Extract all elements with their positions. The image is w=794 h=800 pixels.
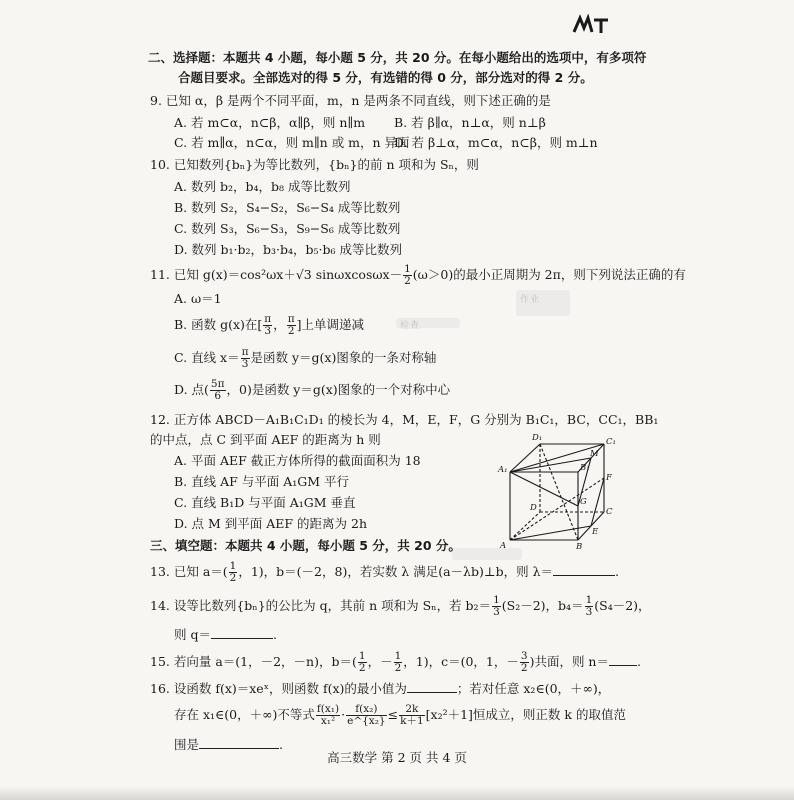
q11-b-frac1: [263, 314, 272, 337]
q11-frac-den: 2: [404, 275, 411, 287]
q12-option-a: A. 平面 AEF 截正方体所得的截面面积为 18: [174, 453, 421, 468]
q14-line2-text: 则 q＝: [174, 627, 211, 642]
q15-frac3-den: 2: [520, 662, 528, 674]
q11-b-frac2: [287, 314, 296, 337]
q15-frac3: [520, 651, 529, 674]
q16-frac3: [399, 704, 425, 727]
q16-l2-pre: 存在 x₁∈(0，＋∞)不等式: [174, 707, 315, 722]
q11-b-mid: ，: [273, 317, 286, 332]
q11-b-frac2-den: 2: [287, 325, 295, 337]
label-d1: D₁: [532, 433, 543, 443]
q9-option-d: D. 若 β⊥α，m⊂α，n⊂β，则 m⊥n: [394, 135, 598, 150]
q14-answer-blank[interactable]: [211, 626, 273, 639]
label-m: M: [590, 449, 599, 459]
q11-option-a: A. ω＝1: [174, 291, 222, 306]
q13-post: ，1)，b＝(－2，8)，若实数 λ 满足(a－λb)⊥b，则 λ＝: [238, 564, 553, 579]
label-b1: B₁: [580, 463, 590, 473]
q14-frac2-den: 3: [585, 606, 593, 618]
smudge: [516, 290, 570, 316]
q14-frac1-den: 3: [493, 606, 500, 618]
q10-option-a: A. 数列 b₂，b₄，b₈ 成等比数列: [174, 179, 351, 194]
q14: [150, 594, 651, 618]
q16-end: .: [279, 737, 283, 752]
q11-option-c: [174, 346, 436, 370]
q13: [150, 560, 619, 584]
q15-pre: 15. 若向量 a＝(1，－2，－n)，b＝(: [150, 654, 357, 669]
q11-c-post: 是函数 y＝g(x)图象的一条对称轴: [250, 350, 437, 365]
q11-b-pre: B. 函数 g(x)在[: [174, 317, 263, 332]
q16-frac2-den: e^{x₂}: [347, 715, 386, 727]
scan-edge: [0, 786, 794, 800]
q14-line2: [174, 626, 277, 643]
q9-option-a: A. 若 m⊂α，n⊂β，α∥β，则 n∥m: [174, 115, 366, 130]
logo-icon: [572, 14, 610, 36]
q14-frac1: [492, 595, 501, 618]
q15-post: )共面，则 n＝: [529, 654, 609, 669]
q16-l3: 围是: [174, 737, 200, 752]
q16-frac1-num: f(x₁): [316, 703, 340, 715]
q11-option-d: [174, 378, 450, 402]
page-footer: 高三数学 第 2 页 共 4 页: [327, 750, 467, 765]
q9-option-c: C. 若 m∥α，n⊂α，则 m∥n 或 m，n 异面: [174, 135, 410, 150]
q12-stem-cont: 的中点，点 C 到平面 AEF 的距离为 h 则: [150, 432, 381, 447]
q10-stem: 10. 已知数列{bₙ}为等比数列，{bₙ}的前 n 项和为 Sₙ，则: [150, 157, 479, 172]
q15-frac2-num: 1: [394, 650, 402, 662]
q11-d-pre: D. 点(: [174, 382, 209, 397]
q13-pre: 13. 已知 a＝(: [150, 564, 228, 579]
label-a1: A₁: [498, 465, 508, 475]
q10-option-d: D. 数列 b₁·b₂，b₃·b₄，b₅·b₆ 成等比数列: [174, 242, 402, 257]
label-b: B: [576, 542, 583, 550]
q11-d-post: ，0)是函数 y＝g(x)图象的一个对称中心: [226, 382, 451, 397]
q16-frac1-den: x₁²: [320, 715, 336, 727]
q16-frac1: [316, 704, 340, 727]
q11-d-frac-den: 6: [214, 390, 222, 402]
q16-mid: ；若对任意 x₂∈(0，＋∞)，: [456, 681, 611, 696]
section2-title-cont: 合题目要求。全部选对的得 5 分，有选错的得 0 分，部分选对的得 2 分。: [178, 70, 593, 85]
q11-b-frac1-num: π: [264, 313, 272, 325]
q15-frac1-num: 1: [358, 650, 366, 662]
q14-frac2-num: 1: [585, 594, 593, 606]
q13-frac-den: 2: [229, 572, 237, 584]
q16-pre: 16. 设函数 f(x)＝xeˣ，则函数 f(x)的最小值为: [150, 681, 407, 696]
q16-answer-blank-1[interactable]: [407, 680, 457, 693]
q11-c-pre: C. 直线 x＝: [174, 350, 240, 365]
q16-dot: ·: [341, 707, 346, 722]
q15-end: .: [636, 654, 641, 669]
q15-frac1: [358, 651, 367, 674]
q13-frac: [229, 561, 238, 584]
stamp-mark: 作业: [520, 295, 541, 305]
q11-b-post: ]上单调递减: [296, 317, 365, 332]
q11-stem-post: (ω＞0)的最小正周期为 2π，则下列说法正确的有: [412, 267, 686, 282]
q15-frac2-den: 2: [394, 662, 402, 674]
q15-frac3-num: 3: [520, 650, 528, 662]
q14-frac1-num: 1: [493, 594, 500, 606]
q16-l2-post: [x₂²＋1]恒成立，则正数 k 的取值范: [425, 707, 626, 722]
label-a: A: [500, 541, 507, 550]
label-f: F: [606, 473, 612, 483]
section3-title: 三、填空题：本题共 4 小题，每小题 5 分，共 20 分。: [150, 538, 461, 553]
q14-pre: 14. 设等比数列{bₙ}的公比为 q，其前 n 项和为 Sₙ，若 b₂＝: [150, 598, 492, 613]
q11-c-frac-num: π: [241, 346, 249, 358]
q16-frac3-num: 2k: [399, 704, 425, 716]
q15-mid1: ，－: [367, 654, 393, 669]
label-c1: C₁: [606, 437, 616, 447]
q11-c-frac: [241, 347, 250, 370]
q15-frac1-den: 2: [358, 662, 366, 674]
q13-end: .: [615, 564, 619, 579]
q11-fraction: [403, 264, 412, 287]
q10-option-c: C. 数列 S₃，S₆−S₃，S₉−S₆ 成等比数列: [174, 221, 401, 236]
q11-stem-pre: 11. 已知 g(x)＝cos²ωx＋√3 sinωxcosωx－: [150, 267, 403, 282]
q13-answer-blank[interactable]: [553, 563, 615, 576]
q16-frac2-num: f(x₂): [346, 704, 387, 716]
label-e: E: [592, 527, 599, 537]
q11-b-frac2-num: π: [287, 313, 295, 325]
section2-title: 二、选择题：本题共 4 小题，每小题 5 分，共 20 分。在每小题给出的选项中，有多项符: [148, 50, 647, 65]
smudge: [396, 318, 460, 328]
q14-post: (S₄－2)，: [594, 598, 651, 613]
q10-option-b: B. 数列 S₂，S₄−S₂，S₆−S₄ 成等比数列: [174, 200, 401, 215]
q11-d-frac-num: 5π: [210, 378, 225, 390]
q9-stem: 9. 已知 α，β 是两个不同平面，m，n 是两条不同直线，则下述正确的是: [150, 93, 551, 108]
q16-frac2: [346, 704, 387, 727]
q16-line2: [174, 702, 626, 728]
cube-figure: [496, 430, 620, 550]
q11-d-frac: [210, 379, 226, 402]
q11-option-b: [174, 313, 364, 337]
q16-le: ≤: [387, 707, 399, 722]
q15: [150, 650, 641, 674]
stamp-mark-2: 检查: [400, 321, 421, 331]
q15-answer-blank[interactable]: [609, 653, 637, 666]
label-c: C: [606, 507, 613, 517]
q14-mid: (S₂－2)，b₄＝: [501, 598, 584, 613]
q11-frac-num: 1: [404, 263, 411, 275]
q15-frac2: [394, 651, 403, 674]
q15-mid2: ，1)，c＝(0，1，－: [403, 654, 519, 669]
q16-frac3-den: k＋1: [400, 715, 424, 727]
q13-frac-num: 1: [229, 560, 237, 572]
q12-option-d: D. 点 M 到平面 AEF 的距离为 2h: [174, 516, 368, 531]
q9-option-b: B. 若 β∥α，n⊥α，则 n⊥β: [394, 115, 546, 130]
q12-option-b: B. 直线 AF 与平面 A₁GM 平行: [174, 474, 350, 489]
q14-frac2: [585, 595, 594, 618]
label-g: G: [580, 497, 587, 507]
q16-line1: [150, 680, 610, 697]
q11-b-frac1-den: 3: [264, 325, 272, 337]
label-d: D: [530, 503, 537, 513]
q12-stem: 12. 正方体 ABCD－A₁B₁C₁D₁ 的棱长为 4，M，E，F，G 分别为 B₁C₁，BC，CC₁，BB₁: [150, 412, 659, 427]
q11-c-frac-den: 3: [241, 358, 249, 370]
q14-end: .: [272, 627, 277, 642]
q11-stem: [150, 263, 686, 287]
q12-option-c: C. 直线 B₁D 与平面 A₁GM 垂直: [174, 495, 356, 510]
